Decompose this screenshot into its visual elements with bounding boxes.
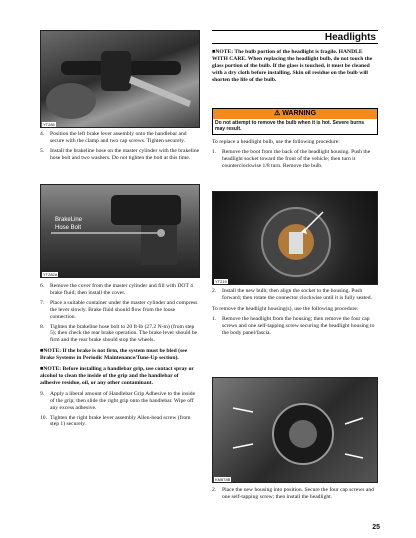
step-text: Remove the headlight from the housing; then remove the four cap screws and one self-tapping screw securing the headlight housing to the body panel/fascia. <box>222 315 375 336</box>
warning-title-text: WARNING <box>282 110 317 117</box>
step-list-b <box>40 283 200 428</box>
step-5 <box>40 148 200 162</box>
housing-illustration <box>213 378 378 483</box>
step-number: 7. <box>40 299 45 306</box>
step-number: 1. <box>212 315 217 322</box>
step-list-a <box>40 131 200 162</box>
step-text: Apply a liberal amount of Handlebar Grip Adhesive to the inside of the grip; then slide the right grip onto the handlebar. Wipe off any excess adhesive. <box>50 390 196 411</box>
brake-lever-photo <box>40 30 200 128</box>
housing-step-2 <box>212 487 378 501</box>
step-text: Install the brakeline hose on the master cylinder with the brakeline hose bolt and two washers. Do not tighten the bolt at this time. <box>50 147 200 161</box>
photo-code: YT282A <box>43 272 58 277</box>
note-brake-bleed: ■NOTE: If the brake is not firm, the system must be bled (see Brake Systems in Periodic Maintenance/Tune-Up section). <box>40 348 188 362</box>
housing-procedure-2 <box>212 487 378 501</box>
photo-code: KM878B <box>215 477 231 482</box>
step-6 <box>40 283 200 297</box>
warning-text: Do not attempt to remove the bulb when it is hot. Severe burns may result. <box>215 120 365 133</box>
headlight-bulb-photo <box>212 191 378 285</box>
housing-intro: To remove the headlight housing(s), use the following procedure: <box>212 305 359 312</box>
photo-overlay-label: Hose Bolt <box>55 225 82 231</box>
step-number: 9. <box>40 390 45 397</box>
note-bulb-fragile: ■NOTE: The bulb portion of the headlight is fragile. HANDLE WITH CARE. When replacing the headlight bulb, do not touch the glass portion of the bulb. If the glass is touched, it must be cleaned with a dry cloth before installing. Skin oil residue on the bulb will shorten the life of the bulb. <box>212 49 373 83</box>
step-8 <box>40 324 200 345</box>
step-7 <box>40 300 200 321</box>
brakeline-photo <box>40 184 200 278</box>
step-4 <box>40 131 200 145</box>
step-text: Place the new housing into position. Secure the four cap screws and one self-tapping screw; then install the headlight. <box>222 487 374 500</box>
brake-lever-illustration <box>41 31 200 128</box>
brakeline-illustration <box>41 185 200 278</box>
step-number: 4. <box>40 131 45 137</box>
step-10 <box>40 415 200 429</box>
step-text: Remove the boot from the back of the headlight housing. Push the headlight socket toward the front of the vehicle; then turn it counterclockwise 1/8 turn. Remove the bulb. <box>222 148 371 169</box>
step-number: 2. <box>212 487 217 493</box>
step-number: 2. <box>212 288 217 294</box>
step-text: Install the new bulb; then align the socket to the housing. Push forward; then rotate the connector clockwise until it is fully seated. <box>222 288 372 301</box>
step-9 <box>40 391 200 412</box>
housing-step-1 <box>212 316 378 337</box>
warning-box <box>212 108 378 135</box>
step-text: Remove the cover from the master cylinder and fill with DOT 4 brake fluid; then install the cover. <box>50 283 193 296</box>
page-number: 25 <box>372 524 380 531</box>
step-number: 6. <box>40 283 45 289</box>
bulb-procedure <box>212 139 378 170</box>
step-text: Position the left brake lever assembly onto the handlebar and secure with the clamp and two cap screws. Tighten securely. <box>50 131 187 144</box>
step-text: Tighten the right brake lever assembly Allen-head screw (from step 1) securely. <box>50 414 191 428</box>
bulb-step-2 <box>212 288 378 302</box>
step-number: 10. <box>40 414 47 421</box>
step-text: Tighten the brakeline hose bolt to 20 ft-lb (27.2 N-m) (from step 5); then check the rear brake operation. The brake lever should be firm and the rear brake should stop the wheels. <box>50 323 198 344</box>
bulb-procedure-2 <box>212 288 378 336</box>
bulb-step-1 <box>212 149 378 170</box>
section-title: Headlights <box>324 32 376 43</box>
step-text: Place a suitable container under the master cylinder and compress the lever slowly. Brake fluid should flow from the loose connection. <box>50 299 198 320</box>
bulb-intro: To replace a headlight bulb, use the following procedure: <box>212 139 340 145</box>
photo-code: YT285 <box>43 122 55 127</box>
note-grip-cleaning: ■NOTE: Before installing a handlebar grip, use contact spray or alcohol to clean the inside of the grip and the handlebar of adhesive residue, oil, or any other contaminant. <box>40 366 194 386</box>
step-number: 1. <box>212 148 217 155</box>
step-number: 5. <box>40 147 45 154</box>
photo-overlay-label: BrakeLine <box>55 217 83 223</box>
photo-code: YT219 <box>215 279 227 284</box>
section-header <box>212 30 378 44</box>
warning-title: ⚠ WARNING <box>213 109 377 119</box>
headlight-housing-photo <box>212 377 378 483</box>
step-number: 8. <box>40 323 45 330</box>
bulb-illustration <box>213 192 378 285</box>
